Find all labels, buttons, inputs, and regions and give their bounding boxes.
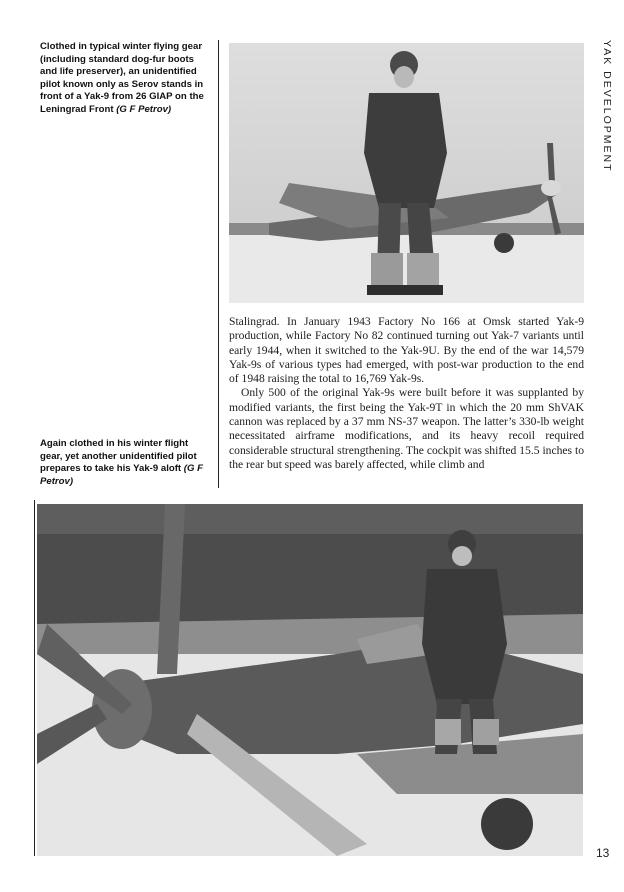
caption-bottom-credit: (G F Petrov): [40, 463, 203, 487]
caption-top-text: Clothed in typical winter flying gear (including standard dog-fur boots and life preserver), an unidentified pilot known only as Serov stands in front of a Yak-9 from 26 GIAP on the Leningrad Front: [40, 41, 204, 115]
body-paragraph-1: Stalingrad. In January 1943 Factory No 166 at Omsk started Yak-9 production, while Factory No 82 continued turning out Yak-7 variants until early 1944, when it switched to the Yak-9U. By the end of the war 14,579 Yak-9s of various types had emerged, with post-war production to the end of 1948 raising the total to 16,769 Yak-9s.: [229, 315, 584, 386]
photo-pilot-on-wing: [37, 504, 583, 856]
article-body: [229, 315, 584, 472]
caption-bottom-text: Again clothed in his winter flight gear, yet another unidentified pilot prepares to take his Yak-9 aloft: [40, 438, 197, 475]
column-rule-lower: [34, 500, 35, 856]
photo-caption-top: [40, 41, 212, 117]
body-paragraph-2: Only 500 of the original Yak-9s were built before it was supplanted by modified variants, the first being the Yak-9T in which the 20 mm ShVAK cannon was replaced by a 37 mm NS-37 weapon. The latter’s 330-lb weight necessitated airframe modifications, and its heavy recoil required considerable structural strengthening. The cockpit was shifted 15.5 inches to the rear but speed was barely affected, while climb and: [229, 386, 584, 471]
photo-pilot-on-wing-image: [37, 504, 583, 856]
photo-caption-bottom: [40, 438, 212, 488]
photo-pilot-serov-image: [229, 43, 584, 303]
running-head: [598, 40, 616, 190]
caption-top-credit: (G F Petrov): [116, 103, 172, 115]
column-rule-upper: [218, 40, 219, 488]
running-head-text: YAK DEVELOPMENT: [601, 40, 613, 173]
page-number: 13: [596, 846, 610, 860]
photo-pilot-serov: [229, 43, 584, 303]
